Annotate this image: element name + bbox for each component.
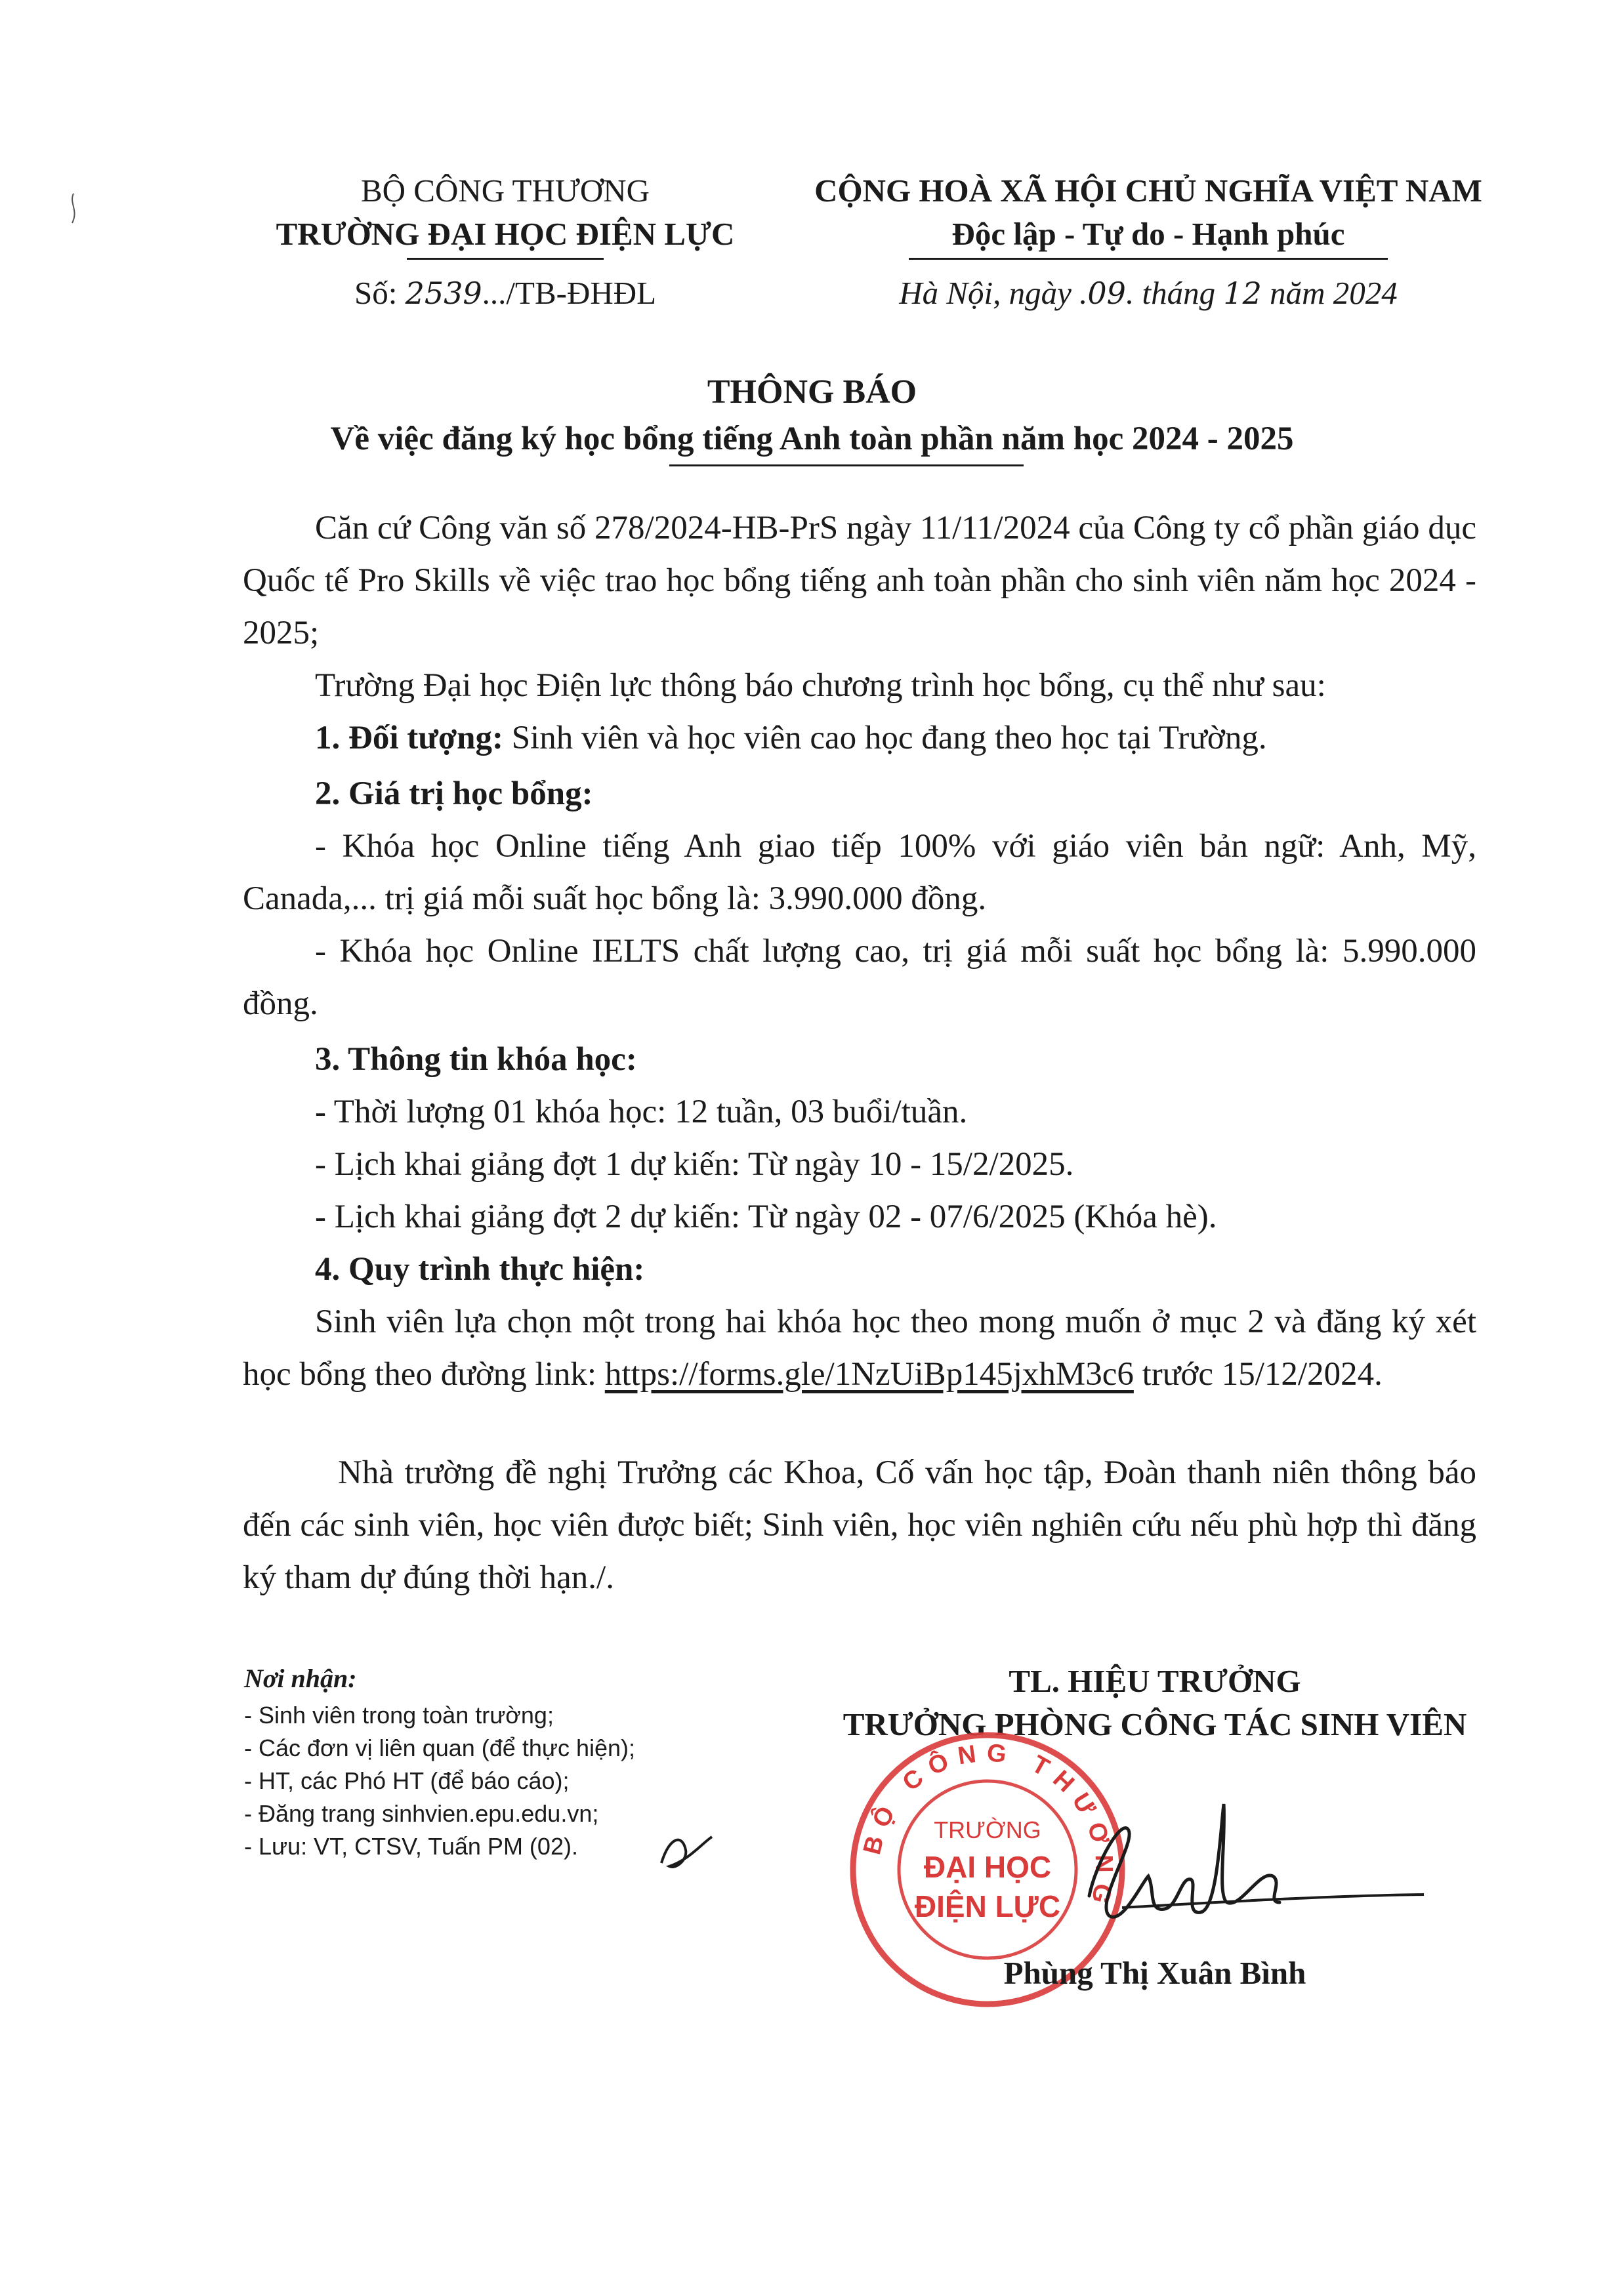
closing-paragraph: Nhà trường đề nghị Trưởng các Khoa, Cố vấn học tập, Đoàn thanh niên thông báo đến các sinh viên, học viên được biết; Sinh viên, học viên nghiên cứu nếu phù hợp thì đăng ký tham dự đúng thời hạn./. <box>243 1454 1476 1596</box>
section-course-item-3: - Lịch khai giảng đợt 2 dự kiến: Từ ngày 02 - 07/6/2025 (Khóa hè). <box>315 1199 1217 1235</box>
section-value-item-1: - Khóa học Online tiếng Anh giao tiếp 100% với giáo viên bản ngữ: Anh, Mỹ, Canada,... trị giá mỗi suất học bổng là: 3.990.000 đồng. <box>243 828 1476 917</box>
date-day-handwritten: 09 <box>1087 276 1126 311</box>
date-suffix: năm 2024 <box>1261 275 1398 311</box>
registration-link[interactable]: https://forms.gle/1NzUiBp145jxhM3c6 <box>604 1356 1134 1393</box>
section-course-item-2: - Lịch khai giảng đợt 1 dự kiến: Từ ngày 10 - 15/2/2025. <box>315 1146 1074 1183</box>
procedure-text-post: trước 15/12/2024. <box>1133 1356 1383 1393</box>
section-course-info-label: 3. Thông tin khóa học: <box>315 1041 637 1078</box>
section-value-label: 2. Giá trị học bổng: <box>315 775 593 812</box>
ministry-name: BỘ CÔNG THƯƠNG <box>360 173 650 209</box>
school-name: TRƯỜNG ĐẠI HỌC ĐIỆN LỰC <box>276 216 735 252</box>
section-target-label: 1. Đối tượng: <box>315 720 503 756</box>
document-number <box>230 272 781 315</box>
scan-mark <box>66 190 85 230</box>
handwritten-initial-mark <box>656 1830 715 1876</box>
recipient-item: - Các đơn vị liên quan (để thực hiện); <box>244 1734 636 1761</box>
recipient-item: - Đăng trang sinhvien.epu.edu.vn; <box>244 1800 599 1827</box>
motto-underline <box>909 258 1388 260</box>
signature-position: TRƯỞNG PHÒNG CÔNG TÁC SINH VIÊN <box>843 1706 1467 1742</box>
section-procedure-label: 4. Quy trình thực hiện: <box>315 1251 645 1288</box>
recipient-item: - HT, các Phó HT (để báo cáo); <box>244 1767 570 1794</box>
signature-on-behalf: TL. HIỆU TRƯỞNG <box>1009 1663 1301 1699</box>
seal-line-1: TRƯỜNG <box>934 1816 1041 1843</box>
seal-outer-text: BỘ CÔNG THƯƠNG <box>858 1738 1118 1916</box>
doc-no-handwritten: 2539 <box>405 276 482 311</box>
section-value-item-2: - Khóa học Online IELTS chất lượng cao, trị giá mỗi suất học bổng là: 5.990.000 đồng. <box>243 933 1476 1022</box>
document-title: THÔNG BÁO <box>707 373 917 411</box>
recipients-heading: Nơi nhận: <box>244 1664 357 1693</box>
procedure-text-pre: Sinh viên lựa chọn một trong hai khóa học theo mong muốn ở mục 2 và đăng ký xét học bổng theo đường link: <box>243 1303 1476 1393</box>
section-target-text: Sinh viên và học viên cao học đang theo học tại Trường. <box>503 720 1267 756</box>
recipient-item: - Lưu: VT, CTSV, Tuấn PM (02). <box>244 1833 578 1860</box>
section-target <box>243 712 1476 764</box>
place-date <box>787 272 1509 315</box>
section-course-item-1: - Thời lượng 01 khóa học: 12 tuần, 03 buổi/tuần. <box>315 1094 968 1130</box>
national-motto: Độc lập - Tự do - Hạnh phúc <box>951 216 1345 252</box>
subtitle-underline <box>669 464 1024 466</box>
paragraph-announcement: Trường Đại học Điện lực thông báo chương trình học bổng, cụ thể như sau: <box>315 667 1326 704</box>
document-subtitle: Về việc đăng ký học bổng tiếng Anh toàn phần năm học 2024 - 2025 <box>330 420 1294 457</box>
handwritten-signature <box>1050 1791 1444 1961</box>
date-month-handwritten: 12 <box>1223 276 1262 311</box>
section-procedure-text <box>243 1296 1476 1401</box>
paragraph-legal-basis: Căn cứ Công văn số 278/2024-HB-PrS ngày 11/11/2024 của Công ty cổ phần giáo dục Quốc tế Pro Skills về việc trao học bổng tiếng anh toàn phần cho sinh viên năm học 2024 - 2025; <box>243 510 1476 651</box>
date-prefix: Hà Nội, ngày . <box>899 275 1088 311</box>
date-mid: . tháng <box>1125 275 1224 311</box>
recipient-item: - Sinh viên trong toàn trường; <box>244 1702 554 1729</box>
seal-line-2: ĐẠI HỌC <box>923 1850 1052 1884</box>
nation-name: CỘNG HOÀ XÃ HỘI CHỦ NGHĨA VIỆT NAM <box>814 173 1482 209</box>
doc-no-prefix: Số: <box>354 275 406 311</box>
signer-name: Phùng Thị Xuân Bình <box>1003 1955 1306 1991</box>
doc-no-suffix: .../TB-ĐHĐL <box>482 275 657 311</box>
school-underline <box>407 258 604 260</box>
seal-line-3: ĐIỆN LỰC <box>914 1889 1061 1923</box>
